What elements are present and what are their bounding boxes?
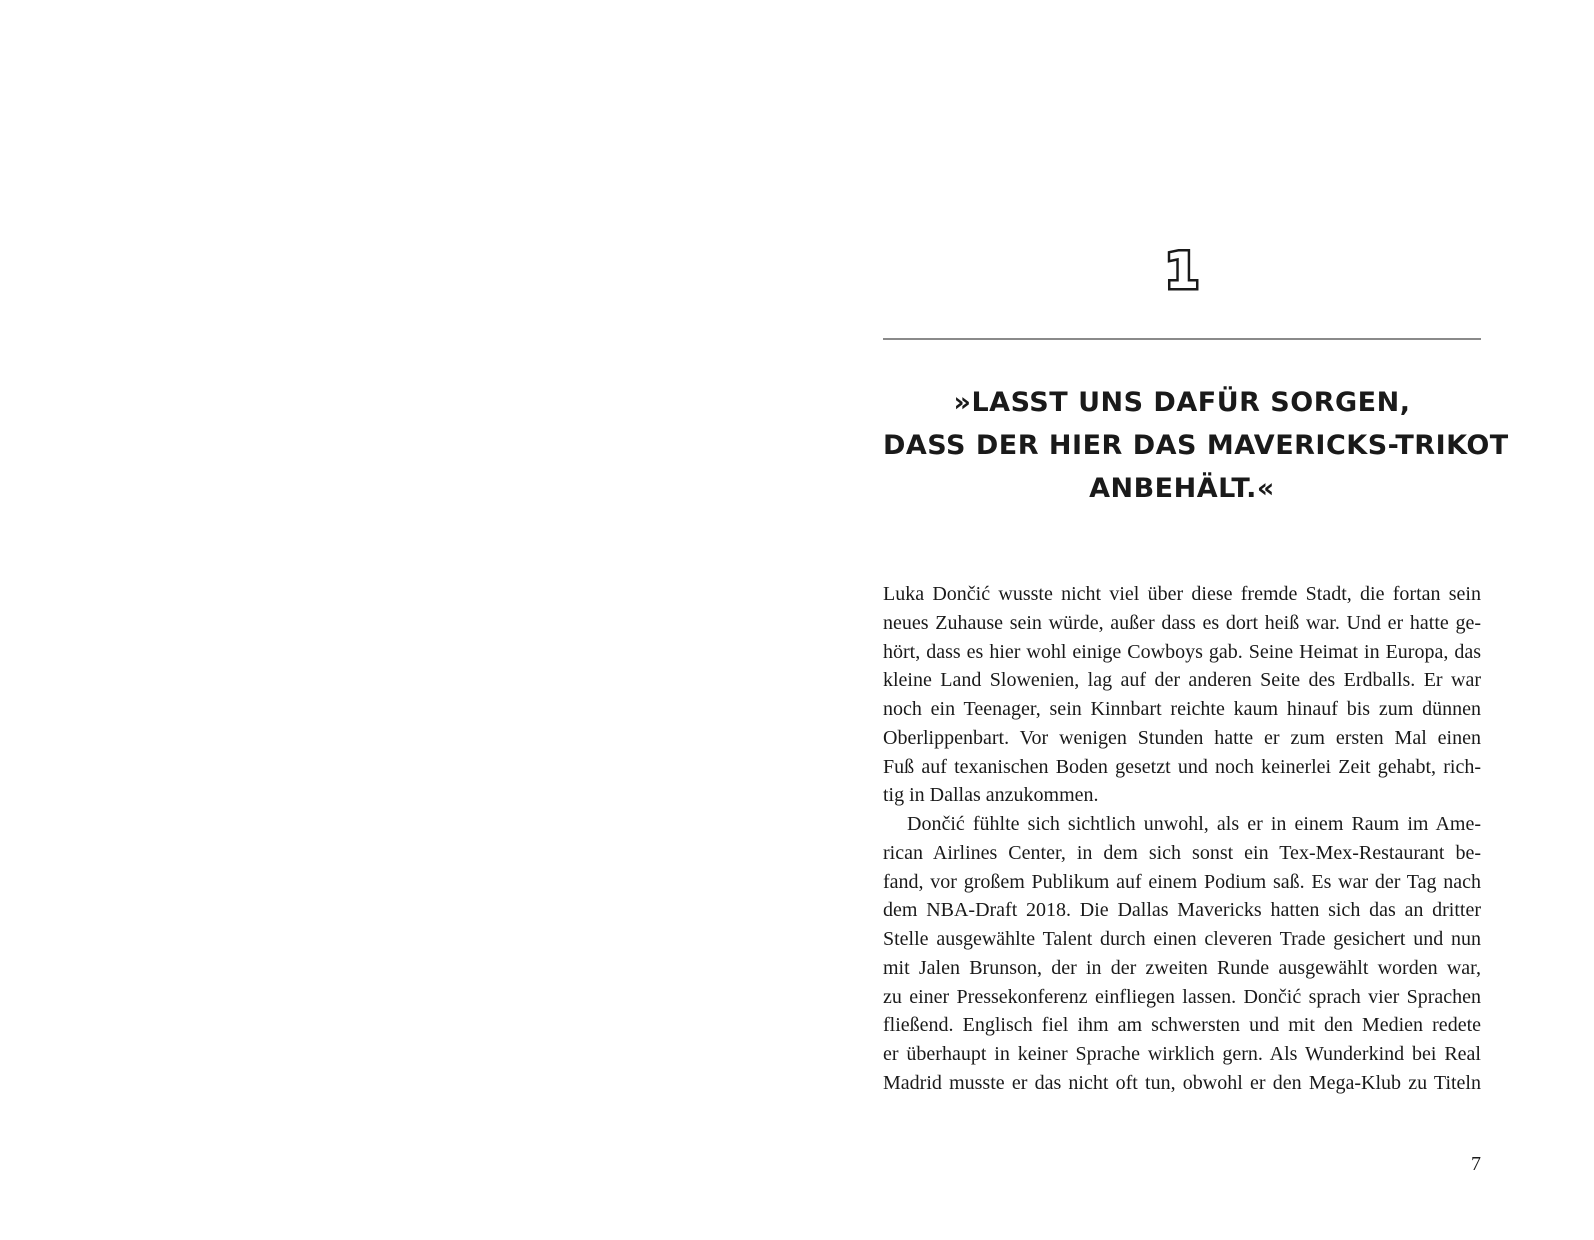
text-line: Fuß auf texanischen Boden gesetzt und noch keinerlei Zeit gehabt, rich- (883, 755, 1481, 778)
text-line: er überhaupt in keiner Sprache wirklich gern. Als Wunderkind bei Real (883, 1043, 1481, 1065)
text-line: neues Zuhause sein würde, außer dass es dort heiß war. Und er hatte ge- (883, 611, 1481, 634)
paragraph-last-line: tig in Dallas anzukommen. (883, 784, 1099, 807)
chapter-title (883, 381, 1509, 510)
text-line: kleine Land Slowenien, lag auf der anderen Seite des Erdballs. Er war (883, 669, 1481, 692)
page-number: 7 (1471, 1153, 1481, 1175)
chapter-title-line: DASS DER HIER DAS MAVERICKS-TRIKOT (883, 430, 1509, 461)
text-line: mit Jalen Brunson, der in der zweiten Runde ausgewählt worden war, (883, 956, 1481, 979)
text-line: hört, dass es hier wohl einige Cowboys gab. Seine Heimat in Europa, das (883, 640, 1481, 663)
chapter-title-line: »LASST UNS DAFÜR SORGEN, (953, 387, 1411, 418)
text-line: Stelle ausgewählte Talent durch einen cleveren Trade gesichert und nun (883, 928, 1481, 950)
text-line: rican Airlines Center, in dem sich sonst ein Tex-Mex-Restaurant be- (883, 841, 1481, 864)
chapter-number: 1 (1164, 242, 1200, 300)
text-line: Luka Dončić wusste nicht viel über diese fremde Stadt, die fortan sein (883, 583, 1481, 605)
text-line: fand, vor großem Publikum auf einem Podium saß. Es war der Tag nach (883, 870, 1481, 893)
chapter-title-line: ANBEHÄLT.« (1089, 473, 1275, 504)
text-line: Oberlippenbart. Vor wenigen Stunden hatte er zum ersten Mal einen (883, 726, 1481, 749)
text-line: dem NBA-Draft 2018. Die Dallas Mavericks hatten sich das an dritter (883, 899, 1481, 922)
body-text (883, 580, 1481, 1098)
text-line: noch ein Teenager, sein Kinnbart reichte kaum hinauf bis zum dünnen (883, 698, 1481, 720)
text-line: fließend. Englisch fiel ihm am schwersten und mit den Medien redete (883, 1014, 1481, 1037)
text-line: zu einer Pressekonferenz einfliegen lassen. Dončić sprach vier Sprachen (883, 985, 1481, 1008)
text-line: Madrid musste er das nicht oft tun, obwohl er den Mega-Klub zu Titeln (883, 1071, 1481, 1094)
chapter-divider-rule (883, 338, 1481, 340)
paragraph-first-line: Dončić fühlte sich sichtlich unwohl, als er in einem Raum im Ame- (907, 813, 1481, 835)
